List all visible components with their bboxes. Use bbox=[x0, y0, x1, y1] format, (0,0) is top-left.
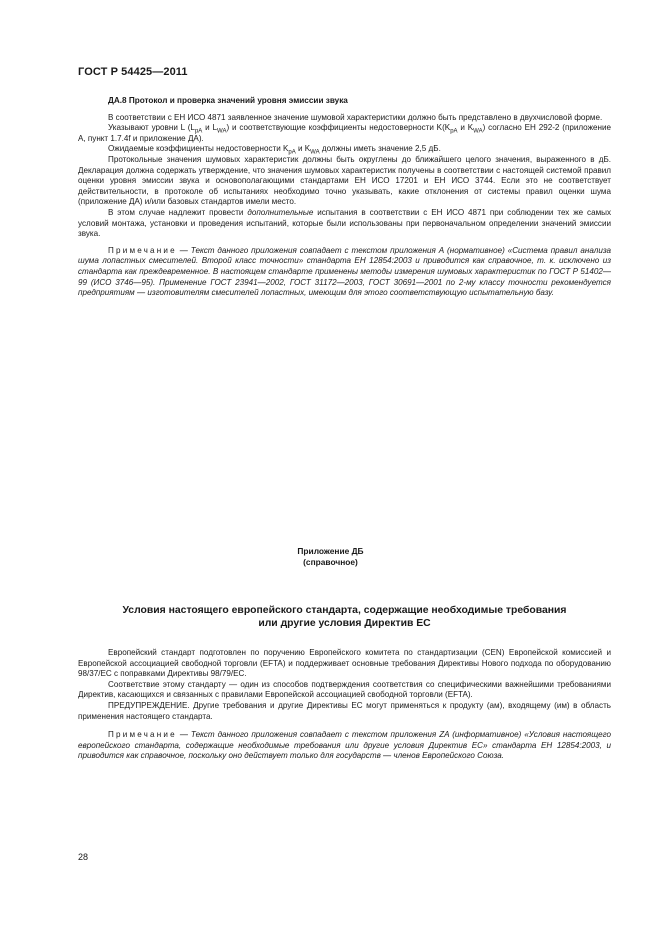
standard-header: ГОСТ Р 54425—2011 bbox=[78, 66, 188, 78]
paragraph: В соответствии с ЕН ИСО 4871 заявленное значение шумовой характеристики должно быть представлено в двухчисловой форме. bbox=[108, 112, 603, 122]
paragraph: ПРЕДУПРЕЖДЕНИЕ. Другие требования и другие Директивы ЕС могут применяться к продукту (ам), входящему (им) в область применения настоящего стандарта. bbox=[78, 700, 611, 721]
annex-name: Приложение ДБ bbox=[297, 546, 364, 556]
note: Примечание — Текст данного приложения совпадает с текстом приложения ZA (информативное) «Условия настоящего европейского стандарта, содержащие необходимые требования или другие условия Директив ЕС» стандарта ЕН 12854:2003, и приводится как справочное, поскольку оно действует только для государств — членов Европейского Союза. bbox=[78, 730, 611, 761]
paragraph: Ожидаемые коэффициенты недостоверности $K_{pA}$ и $K_{WA}$ должны иметь значение 2,5 дБ. bbox=[108, 144, 441, 156]
annex-title: Условия настоящего европейского стандарта, содержащие необходимые требования или другие условия Директив ЕС bbox=[122, 605, 567, 629]
page-number: 28 bbox=[78, 852, 89, 862]
section-da8 bbox=[78, 96, 611, 299]
paragraph: Указывают уровни L ($L_{pA}$ и $L_{WA}$) и соответствующие коэффициенты недостоверности $K(K_{pA}$ и $K_{WA}$) согласно ЕН 292-2 (приложение А, пункт 1.7.4f и приложение ДА). bbox=[78, 123, 611, 143]
section-heading: ДА.8 Протокол и проверка значений уровня эмиссии звука bbox=[108, 96, 348, 105]
note-label: Примечание bbox=[108, 245, 177, 255]
paragraph: Протокольные значения шумовых характеристик должны быть округлены до ближайшего целого значения, выраженного в дБ. Декларация должна содержать утверждение, что значения шумовых характеристик получены в соответствии с настоящей системой правил оценки уровня эмиссии звука и основополагающими стандартами ЕН ИСО 17201 и ЕН ИСО 3744. Если это не соответствует действительности, в протоколе об испытаниях необходимо точно указывать, какие отклонения от системы правил оценки шума (приложение ДА) и/или базовых стандартов имели место. bbox=[78, 154, 611, 207]
annex-kind: (справочное) bbox=[303, 557, 358, 567]
paragraph: В этом случае надлежит провести дополнительные испытания в соответствии с ЕН ИСО 4871 при соблюдении тех же самых условий монтажа, установки и проведения испытаний, которые были использованы при первоначальном определении значений эмиссии звука. bbox=[78, 207, 611, 239]
note-label: Примечание bbox=[108, 730, 177, 740]
note: Примечание — Текст данного приложения совпадает с текстом приложения А (нормативное) «Система правил анализа шума лопастных смесителей. Второй класс точности» стандарта ЕН 12854:2003 и приводится как справочное, т. к. исключено из стандарта как преждевременное. В настоящем стандарте применены методы измерения шумовых характеристик по ГОСТ Р 51402—99 (ИСО 3746—95). Применение ГОСТ 23941—2002, ГОСТ 31172—2003, ГОСТ 30691—2001 по 2-му классу точности рекомендуется предприятиям — изготовителям смесителей лопастных, имеющим для этого соответствующую испытательную базу. bbox=[78, 245, 611, 298]
annex-body bbox=[78, 648, 611, 762]
paragraph: Соответствие этому стандарту — один из способов подтверждения соответствия со специфическими важнейшими требованиями Директив, касающихся и связанных с правилами Европейской ассоциацией свободной торговли (EFTA). bbox=[78, 679, 611, 700]
paragraph: Европейский стандарт подготовлен по поручению Европейского комитета по стандартизации (CEN) Европейской комиссией и Европейской ассоциацией свободной торговли (EFTA) и поддерживает основные требования Директивы Нового подхода по оборудованию 98/37/ЕС с поправками Директивы 98/79/ЕС. bbox=[78, 648, 611, 679]
